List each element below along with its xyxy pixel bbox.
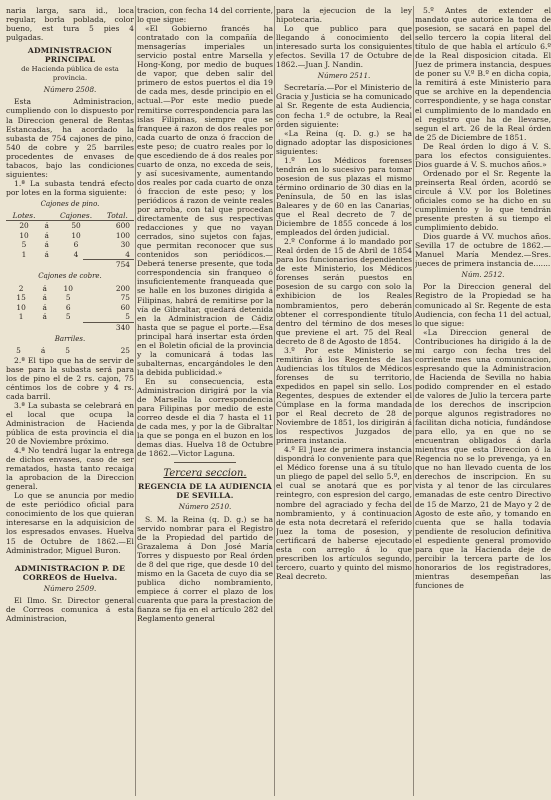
paragraph: Esta Administracion, cumpliendo con lo dispuesto por la Direccion general de Rentas Estancadas, ha acordado la subasta de 754 cajones de pino, 540 de cobre y 25 barriles procedentes de envases de tabacos, bajo las condiciones siguientes: xyxy=(6,97,134,179)
table-cell: 1 xyxy=(21,249,27,259)
table-cell: á xyxy=(42,302,47,312)
paragraph: Dios guarde á VV. muchos años. Sevilla 17 de octubre de 1862.—Manuel María Mendez.—Sres. jueces de primera instancia de....... xyxy=(415,232,551,269)
table-header xyxy=(42,211,51,221)
table-cell: 15 xyxy=(16,293,26,303)
table-cell: á xyxy=(44,230,49,240)
table-header: Cajones. xyxy=(51,211,100,221)
notice-number: Número 2509. xyxy=(43,583,97,593)
table-cell: 5 xyxy=(65,293,71,303)
lots-table-pino xyxy=(6,211,134,259)
intro-text: naria larga, sara id., loca regular, borla poblada, color bueno, est tura 5 pies 4 pulgadas. xyxy=(6,6,134,43)
table-row xyxy=(6,346,134,356)
paragraph: S. M. la Reina (q. D. g.) se ha servido nombrar para el Registro de la Propiedad del partido de Grazalema á Don José María Torres y dispuesto por Real órden de 8 del que rige, que desde 10 del mismo en la Gaceta de cuyo dia se publica dicho nombramiento, empiece á correr el plazo de los cuarenta que para la prestacion de fianza se fija en el artículo 282 del Reglamento general xyxy=(137,514,273,624)
paragraph: En su consecuencia, esta Administracion dirigirá por la vía de Marsella la correspondencia para Filipinas por medio de este correo desde el dia 7 hasta el 11 de cada mes, y por la de Gibraltar la que se ponga en el buzon en los demas dias. Huelva 18 de Octubre de 1862.—Victor Laguna. xyxy=(137,376,273,459)
table-cell: 60 xyxy=(120,302,130,312)
paragraph: Secretaría.—Por el Ministerio de Gracia y Justicia se ha comunicado al Sr. Regente de esta Audiencia, con fecha 1.º de octubre, la Real órden siguiente: xyxy=(276,83,412,129)
table-cell: 4 xyxy=(73,249,79,259)
table-cell: 600 xyxy=(115,221,130,231)
paragraph: «El Gobierno francés ha contratado con la compañía de mensagerías imperiales un servicio postal entre Marsella y Hong-Kong, por medio de buques de vapor, que deben salir del primero de estos puertos el dia 19 de cada mes, desde principio en el actual.—Por este medio puede remitirse correspondencia para las islas Filipinas, siempre que se franquee á razon de dos reales por cada cuarto de onza ó fraccion de este peso; de cuatro reales por lo que escediendo de á dos reales por cuarto de onza, no exceda de seis, y así sucesivamente, aumentando dos reales por cada cuarto de onza ó fraccion de este peso; y los periódicos á razon de veinte reales por arroba, con tal que procedan directamente de sus respectivas redacciones y que no vayan cerrados, sino sujetos con fajas, que permitan reconocer que sus contenidos son periódicos.—Deberá tenerse presente, que toda correspondencia sin franqueo ó insuficientemente franqueada que se halle en los buzones dirigida á Filipinas, habrá de remitirse por la vía de Gibraltar, quedará detenida en la Administracion de Cádiz hasta que se pague el porte.—Esa principal hará insertar esta órden en el Boletin oficial de la provincia y la comunicará á todas las subalternas, encargándoles le den la debida publicidad.» xyxy=(137,24,273,377)
table-cell: á xyxy=(44,249,49,259)
table-row xyxy=(6,221,134,231)
table-cell: á xyxy=(44,221,49,231)
paragraph: 1.ª La subasta tendrá efecto por lotes en la forma siguiente: xyxy=(6,178,134,197)
column-3 xyxy=(276,6,412,796)
paragraph: 2.º Conforme á lo mandado por Real órden de 15 de Abril de 1854 para los funcionarios dependientes de este Ministerio, los Médicos forenses serán puestos en posesion de su cargo con solo la exhibicion de los Reales nombramientos, pero deberán obtener el correspondiente título dentro del término de dos meses que previene el art. 75 del Real decreto de 8 de Agosto de 1854. xyxy=(276,237,412,346)
section-heading: REGENCIA DE LA AUDIENCIA DE SEVILLA. xyxy=(137,482,272,501)
table-cell: 5 xyxy=(125,312,130,322)
section-title: Tercera seccion. xyxy=(163,468,247,480)
table-cell: 5 xyxy=(65,345,70,355)
column-4 xyxy=(415,6,551,796)
lots-table-barriles xyxy=(6,346,134,356)
divider xyxy=(174,462,235,463)
paragraph: 4.º El Juez de primera instancia dispondrá lo conveniente para que el Médico forense una á su título un pliego de papel del sello 5.º, en el cual se anotará que es por reintegro, con espresion del cargo, nombre del agraciado y fecha del nombramiento, y á continuacion de esta nota decretará el referido Juez la toma de posesion, y certificará de haberse ejecutado esta con arreglo á lo que prescriben los artículos segundo, tercero, cuarto y quinto del mismo Real decreto. xyxy=(276,445,412,581)
paragraph: El Ilmo. Sr. Director general de Correos comunica á esta Administracion, xyxy=(6,595,134,623)
table-cell: 10 xyxy=(19,230,29,240)
notice-number: Número 2510. xyxy=(178,502,232,512)
table-caption-barriles: Barriles. xyxy=(54,334,86,343)
paragraph: 5.º Antes de extender el mandato que autorice la toma de posesion, se sacará en papel del sello tercero la copia literal del título de que habla el artículo 6.º de la Real disposicion citada. El Juez de primera instancia, despues de poner su V.º B.º en dicha copia, la remitirá á este Ministerio para que se archive en la dependencia correspondiente, y se haga constar el cumplimiento de lo mandado en el registro que ha de llevarse, segun el art. 26 de la Real órden de 25 de Diciembre de 1851. xyxy=(415,6,551,142)
table-cell: 5 xyxy=(16,345,21,355)
paragraph: «La Reina (q. D. g.) se ha dignado adoptar las disposiciones siguientes: xyxy=(276,128,412,156)
column-rule xyxy=(274,6,275,796)
table-row xyxy=(6,293,134,303)
table-cell: 50 xyxy=(71,221,81,231)
table-cell: á xyxy=(42,312,47,322)
table-header: Total. xyxy=(101,211,134,221)
table-total: 754 xyxy=(83,259,134,269)
column-rule xyxy=(413,6,414,796)
paragraph: 4.ª No tendrá lugar la entrega de dichos envases, caso de ser rematados, hasta tanto recaiga la aprobacion de la Direccion general. xyxy=(6,446,134,492)
table-row xyxy=(6,231,134,241)
table-cell: 1 xyxy=(18,312,24,322)
notice-number: Número 2511. xyxy=(317,71,371,81)
table-cell: á xyxy=(44,240,49,250)
column-1 xyxy=(6,6,134,796)
paragraph: De Real órden lo digo á V. S. para los efectos consiguientes. Dios guarde á V. S. muchos años.» xyxy=(415,141,551,169)
table-cell: 6 xyxy=(65,302,71,312)
table-cell: 25 xyxy=(120,345,130,355)
table-cell: 20 xyxy=(19,221,29,231)
lots-table-cobre xyxy=(6,284,134,322)
table-cell: 10 xyxy=(16,302,26,312)
column-2 xyxy=(137,6,273,796)
table-header: Lotes. xyxy=(6,211,42,221)
table-row xyxy=(6,312,134,322)
divider xyxy=(41,559,99,560)
table-cell: 200 xyxy=(115,283,130,293)
table-cell: 5 xyxy=(65,312,71,322)
paragraph: 1.º Los Médicos forenses tendrán en lo sucesivo para tomar posesion de sus plazas el mismo término ordinario de 30 dias en la Península, de 50 en las islas Baleares y de 60 en las Canarias, que el Real decreto de 7 de Diciembre de 1855 concede á los empleados del órden judicial. xyxy=(276,155,412,238)
paragraph: Por la Direccion general del Registro de la Propiedad se ha comunicado al Sr. Regente de esta Audiencia, con fecha 11 del actual, lo que sigue: xyxy=(415,282,551,328)
table-row xyxy=(6,250,134,260)
paragraph: 3.ª La subasta se celebrará en el local que ocupa la Administracion de Hacienda pública de esta provincia el dia 20 de Noviembre próximo. xyxy=(6,400,134,446)
table-cell: 6 xyxy=(73,240,79,250)
table-cell: 30 xyxy=(120,240,130,250)
paragraph: Ordenado por el Sr. Regente la preinserta Real órden, acordó se circule á V.V. por los Boletines oficiales como se ha dicho en su cumplimiento y lo que tendrán presente presten á su tiempo el cumplimiento debido. xyxy=(415,168,551,233)
paragraph: para la ejecucion de la ley hipotecaria. xyxy=(276,6,412,25)
table-header-row xyxy=(6,211,134,221)
table-cell: 10 xyxy=(71,230,81,240)
paragraph: Lo que publico para que llegando á conocimiento del interesado surta los consiguientes efectos. Sevilla 17 de Octubre de 1862.—Juan J. Nandin. xyxy=(276,24,412,70)
paragraph: Lo que se anuncia por medio de este periódico oficial para conocimiento de los que quieran interesarse en la adquisicion de los espresados envases. Huelva 15 de Octubre de 1862.—El Administrador, Miguel Buron. xyxy=(6,491,134,555)
paragraph: tracion, con fecha 14 del corriente, lo que sigue: xyxy=(137,6,273,25)
paragraph: «La Direccion general de Contribuciones ha dirigido á la de mi cargo con fecha tres del corriente mes una comunicacion, espresando que la Administracion de Hacienda de Sevilla no habia podido comprender en el estado de valores de Julio la tercera parte de los derechos de inscripcion porque algunos registradores no facilitan dicha noticia, fundándose para ello, ya en que no se encuentran obligados á darla mientras que esta Direccion ó la Regencia no se lo prevenga, ya en que no han llevado cuenta de los derechos de inscripcion. En su vista y al tenor de las circulares emanadas de este centro Directivo de 15 de Marzo, 21 de Mayo y 2 de Agosto de este año, y tomando en cuenta que se halla todavía pendiente de resolucion definitiva el espediente general promovido para que la Hacienda deje de percibir la tercera parte de los honorarios de los registradores, mientras desempeñan las funciones de xyxy=(415,327,551,590)
notice-number: Número 2508. xyxy=(43,85,97,95)
notice-number: Núm. 2512. xyxy=(461,270,505,280)
section-heading: ADMINISTRACION P. DE CORREOS de Huelva. xyxy=(14,563,126,582)
paragraph: 3.º Por este Ministerio se remitirán á los Regentes de las Audiencias los títulos de Médicos forenses de su territorio, expedidos en papel sin sello. Los Regentes, despues de extender el Cúmplase en la forma mandada por el Real decreto de 28 de Noviembre de 1851, los dirigirán á los respectivos Juzgados de primera instancia. xyxy=(276,345,412,446)
table-total: 340 xyxy=(83,322,134,332)
table-cell: 4 xyxy=(125,249,130,259)
table-caption-cobre: Cajones de cobre. xyxy=(38,272,102,281)
table-cell: 75 xyxy=(120,293,130,303)
table-caption-pino: Cajones de pino. xyxy=(40,199,100,208)
column-rule xyxy=(135,6,136,796)
table-cell: á xyxy=(42,293,47,303)
table-cell: 5 xyxy=(21,240,27,250)
table-cell: á xyxy=(40,345,46,355)
table-row xyxy=(6,303,134,313)
section-heading: ADMINISTRACION PRINCIPAL xyxy=(27,46,113,65)
table-cell: 100 xyxy=(115,230,130,240)
section-subheading: de Hacienda pública de esta provincia. xyxy=(21,65,119,83)
table-cell: á xyxy=(42,283,47,293)
table-row xyxy=(6,240,134,250)
paragraph: 2.ª El tipo que ha de servir de base para la subasta será para los de pino el de 2 rs. cajon, 75 céntimos los de cobre y 4 rs. cada barril. xyxy=(6,355,134,401)
table-cell: 10 xyxy=(63,283,73,293)
table-cell: 2 xyxy=(18,283,24,293)
table-row xyxy=(6,284,134,294)
